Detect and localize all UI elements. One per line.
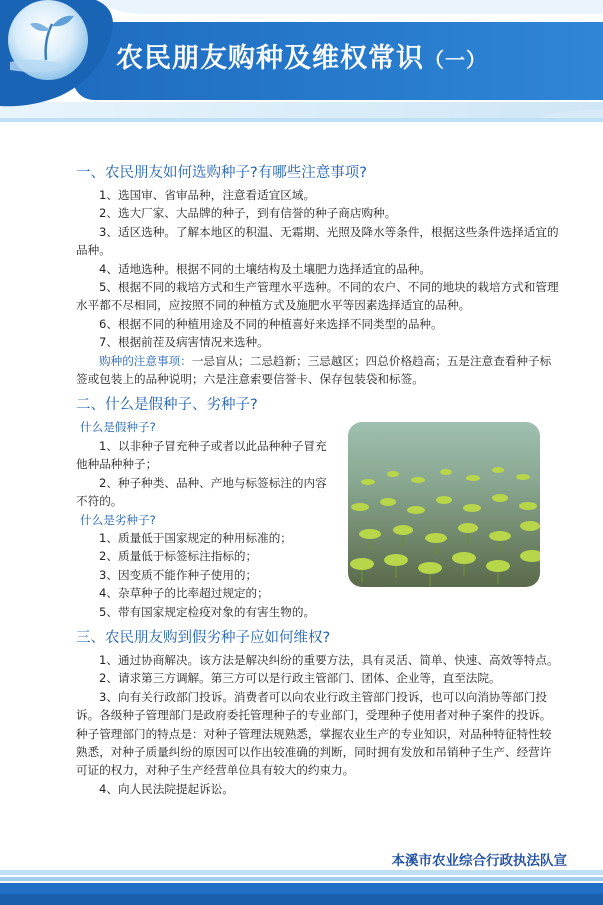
section-2-heading: 二、什么是假种子、劣种子? (76, 397, 258, 414)
section-1-heading: 一、农民朋友如何选购种子?有哪些注意事项? (76, 165, 367, 181)
list-item: 4、适地选种。根据不同的土壤结构及土壤肥力选择适宜的品种。 (99, 261, 432, 276)
list-item: 1、质量低于国家规定的种用标准的； (99, 530, 292, 545)
header-banner (0, 0, 603, 140)
list-item: 1、通过协商解决。该方法是解决纠纷的重要方法，具有灵活、简单、快速、高效等特点。 (99, 652, 559, 667)
list-item: 4、杂草种子的比率超过规定的； (99, 586, 269, 601)
list-item: 3、因变质不能作种子使用的； (99, 567, 258, 582)
list-item: 5、根据不同的栽培方式和生产管理水平选种。不同的农户、不同的地块的栽培方式和管理水平都不尽相同，应按照不同的种植方式及施肥水平等因素选择适宜的品种。 (76, 280, 559, 313)
list-item: 1、以非种子冒充种子或者以此品种种子冒充他种品种种子； (76, 438, 327, 472)
note-paragraph (76, 352, 562, 389)
list-item: 7、根据前茬及病害情况来选种。 (99, 335, 269, 350)
list-item: 3、适区选种。了解本地区的积温、无霜期、光照及降水等条件，根据这些条件选择适宜的品种。 (76, 224, 559, 258)
fake-seed-label: 什么是假种子? (80, 420, 156, 435)
list-item: 2、请求第三方调解。第三方可以是行政主管部门、团体、企业等，直至法院。 (99, 671, 501, 686)
list-item: 6、根据不同的种植用途及不同的种植喜好来选择不同类型的品种。 (99, 316, 443, 331)
list-item: 5、带有国家规定检疫对象的有害生物的。 (99, 604, 316, 619)
note-text: 一忌盲从；二忌趋新；三忌越区；四总价格趋高；五是注意查看种子标签或包装上的品种说明；六是注意索要信誉卡、保存包装袋和标签。 (76, 353, 552, 387)
footer-organization: 本溪市农业综合行政执法队宣 (391, 853, 567, 869)
list-item: 2、选大厂家、大品牌的种子，到有信誉的种子商店购种。 (99, 206, 397, 221)
list-item: 1、选国审、省审品种，注意看适宜区域。 (99, 188, 316, 202)
footer-band (0, 870, 603, 905)
title-text: 农民朋友购种及维权常识 (116, 43, 424, 74)
section-2-text-column (76, 418, 336, 620)
list-item: 2、质量低于标签标注指标的； (99, 549, 258, 564)
note-label: 购种的注意事项： (99, 353, 192, 368)
section-3 (76, 627, 562, 798)
bad-seed-label: 什么是劣种子? (80, 512, 156, 527)
seedlings-photo (348, 422, 540, 587)
title-number: （一） (424, 48, 487, 72)
section-1 (76, 162, 562, 388)
list-item: 3、向有关行政部门投诉。消费者可以向农业行政主管部门投诉，也可以向消协等部门投诉。各级种子管理部门是政府委托管理种子的专业部门，受理种子使用者对种子案件的投诉。种子管理部门的特点是：对种子管理法规熟悉，掌握农业生产的专业知识，对品种特征特性较熟悉，对种子质量纠纷的原因可以作出较准确的判断，同时拥有发放和吊销种子生产、经营许可证的权力，对种子生产经营单位具有较大的约束力。 (76, 689, 552, 778)
section-3-heading: 三、农民朋友购到假劣种子应如何维权? (76, 629, 331, 646)
list-item: 4、向人民法院提起诉讼。 (99, 781, 234, 796)
section-2 (76, 394, 562, 620)
page-title (116, 36, 487, 75)
list-item: 2、种子种类、品种、产地与标签标注的内容不符的。 (76, 475, 327, 509)
main-content (76, 160, 562, 798)
